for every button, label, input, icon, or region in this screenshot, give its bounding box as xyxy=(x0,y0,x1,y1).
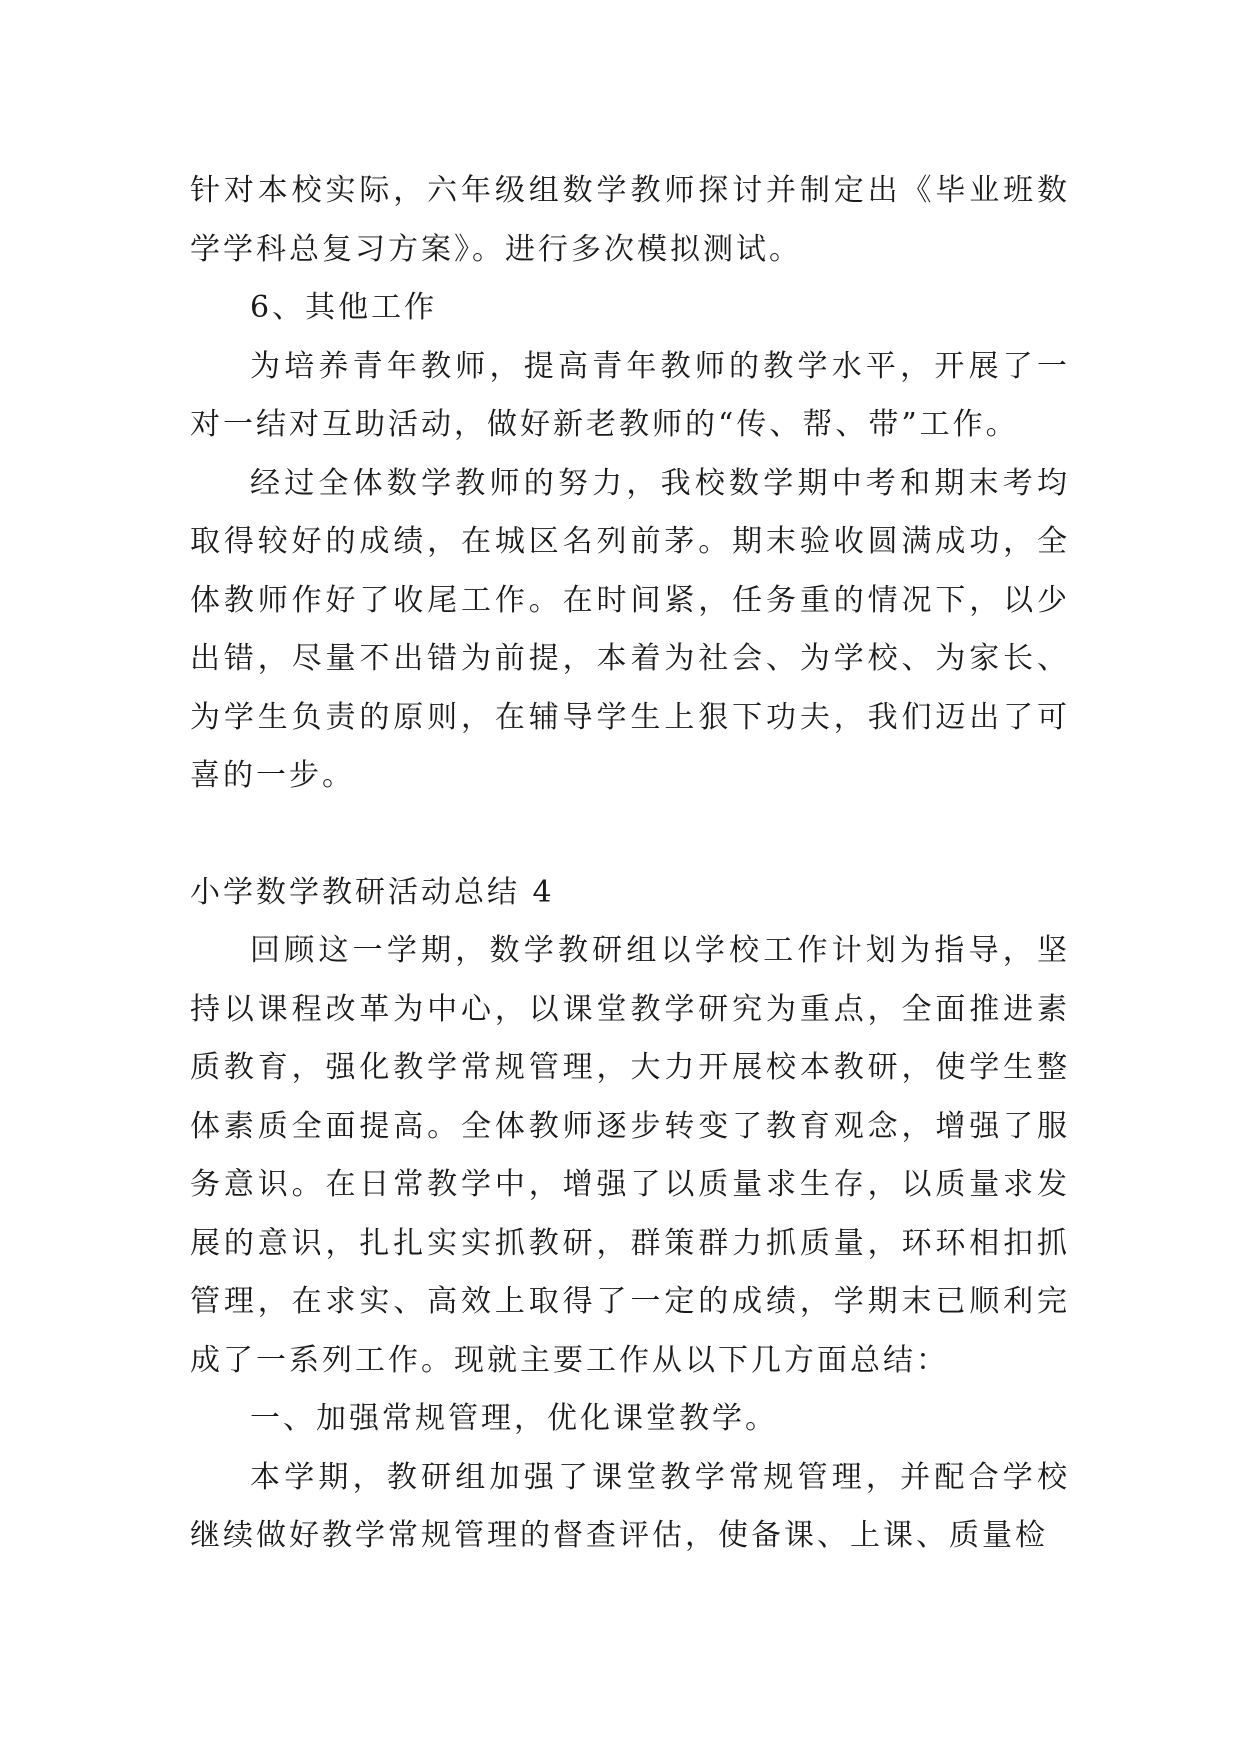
subheading-other-work: 6、其他工作 xyxy=(250,290,438,325)
subheading-routine-management: 一、加强常规管理，优化课堂教学。 xyxy=(250,1401,778,1436)
paragraph-continuation: 针对本校实际，六年级组数学教师探讨并制定出《毕业班数学学科总复习方案》。进行多次模拟测试。 xyxy=(190,173,1070,267)
section-title: 小学数学教研活动总结 4 xyxy=(190,874,555,910)
paragraph-classroom-management: 本学期，教研组加强了课堂教学常规管理，并配合学校继续做好教学常规管理的督查评估，使备课、上课、质量检 xyxy=(190,1459,1070,1553)
section-gap xyxy=(190,806,1070,864)
paragraph-review: 回顾这一学期，数学教研组以学校工作计划为指导，坚持以课程改革为中心，以课堂教学研究为重点，全面推进素质教育，强化教学常规管理，大力开展校本教研，使学生整体素质全面提高。全体教师逐步转变了教育观念，增强了服务意识。在日常教学中，增强了以质量求生存，以质量求发展的意识，扎扎实实抓教研，群策群力抓质量，环环相扣抓管理，在求实、高效上取得了一定的成绩，学期末已顺利完成了一系列工作。现就主要工作从以下几方面总结： xyxy=(190,933,1070,1378)
document-body xyxy=(190,162,1070,1566)
paragraph-results: 经过全体数学教师的努力，我校数学期中考和期末考均取得较好的成绩，在城区名列前茅。期末验收圆满成功，全体教师作好了收尾工作。在时间紧，任务重的情况下，以少出错，尽量不出错为前提，本着为社会、为学校、为家长、为学生负责的原则，在辅导学生上狠下功夫，我们迈出了可喜的一步。 xyxy=(190,465,1070,793)
paragraph-young-teachers: 为培养青年教师，提高青年教师的教学水平，开展了一对一结对互助活动，做好新老教师的“传、帮、带”工作。 xyxy=(190,348,1070,442)
